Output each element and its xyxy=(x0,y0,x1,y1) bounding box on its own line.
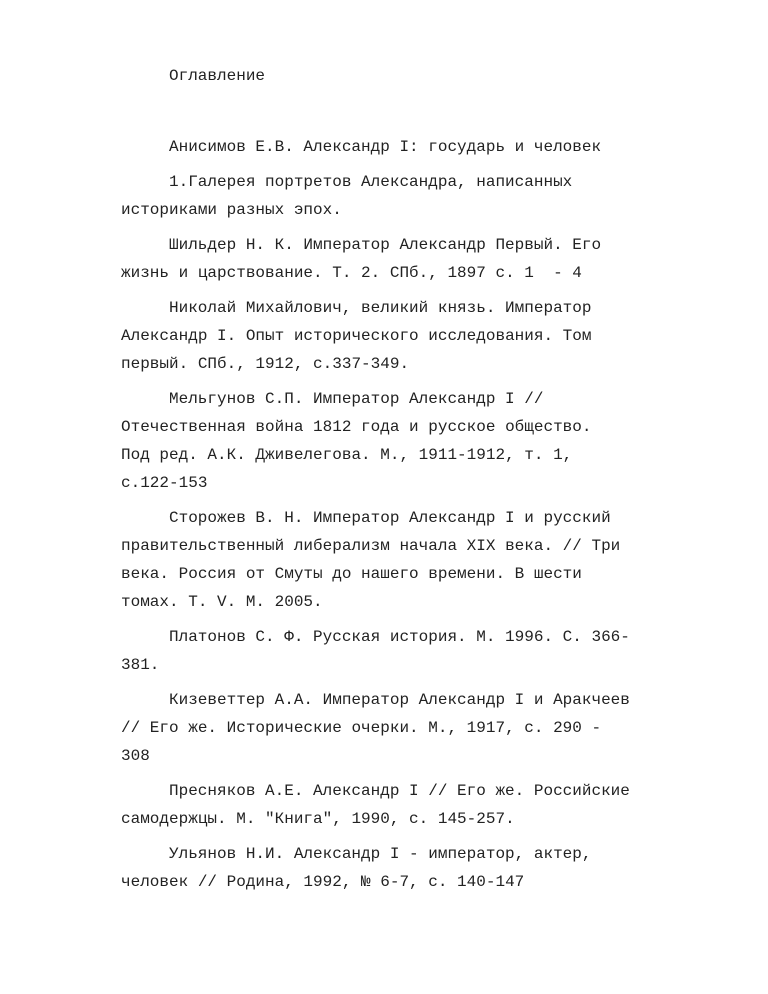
entry-line: Шильдер Н. К. Император Александр Первый. Его xyxy=(169,236,602,254)
entry-line: 308 xyxy=(121,747,150,765)
entry-line: 1.Галерея портретов Александра, написанных xyxy=(169,173,573,191)
bibliography-entry xyxy=(121,231,701,287)
bibliography-entry xyxy=(121,840,701,896)
entry-line: Отечественная война 1812 года и русское общество. xyxy=(121,418,592,436)
entry-line: Ульянов Н.И. Александр I - император, актер, xyxy=(169,845,592,863)
entry-line: Николай Михайлович, великий князь. Император xyxy=(169,299,592,317)
entry-line: 381. xyxy=(121,656,160,674)
entry-line: томах. Т. V. М. 2005. xyxy=(121,593,323,611)
bibliography-list xyxy=(121,133,701,896)
bibliography-entry xyxy=(121,504,701,616)
entry-line: века. Россия от Смуты до нашего времени. В шести xyxy=(121,565,582,583)
bibliography-entry xyxy=(121,385,701,497)
entry-line: правительственный либерализм начала XIX века. // Три xyxy=(121,537,621,555)
entry-line: Сторожев В. Н. Император Александр I и русский xyxy=(169,509,611,527)
entry-line: Александр I. Опыт исторического исследования. Том xyxy=(121,327,592,345)
entry-line: жизнь и царствование. Т. 2. СПб., 1897 с. 1 - 4 xyxy=(121,264,582,282)
entry-line: Анисимов Е.В. Александр I: государь и человек xyxy=(169,138,602,156)
bibliography-entry xyxy=(121,294,701,378)
entry-line: // Его же. Исторические очерки. М., 1917, с. 290 - xyxy=(121,719,602,737)
entry-line: Под ред. А.К. Дживелегова. М., 1911-1912, т. 1, xyxy=(121,446,573,464)
entry-line: с.122-153 xyxy=(121,474,208,492)
entry-line: первый. СПб., 1912, с.337-349. xyxy=(121,355,410,373)
document-page xyxy=(121,62,701,903)
entry-line: Пресняков А.Е. Александр I // Его же. Российские xyxy=(169,782,630,800)
entry-line: Платонов С. Ф. Русская история. М. 1996. С. 366- xyxy=(169,628,630,646)
entry-line: историками разных эпох. xyxy=(121,201,342,219)
entry-line: самодержцы. М. "Книга", 1990, с. 145-257. xyxy=(121,810,515,828)
table-of-contents-heading: Оглавление xyxy=(169,67,266,85)
bibliography-entry xyxy=(121,168,701,224)
bibliography-entry xyxy=(121,777,701,833)
bibliography-entry xyxy=(121,686,701,770)
entry-line: Мельгунов С.П. Император Александр I // xyxy=(169,390,544,408)
bibliography-entry xyxy=(121,133,701,161)
bibliography-entry xyxy=(121,623,701,679)
entry-line: человек // Родина, 1992, № 6-7, с. 140-147 xyxy=(121,873,525,891)
entry-line: Кизеветтер А.А. Император Александр I и Аракчеев xyxy=(169,691,630,709)
